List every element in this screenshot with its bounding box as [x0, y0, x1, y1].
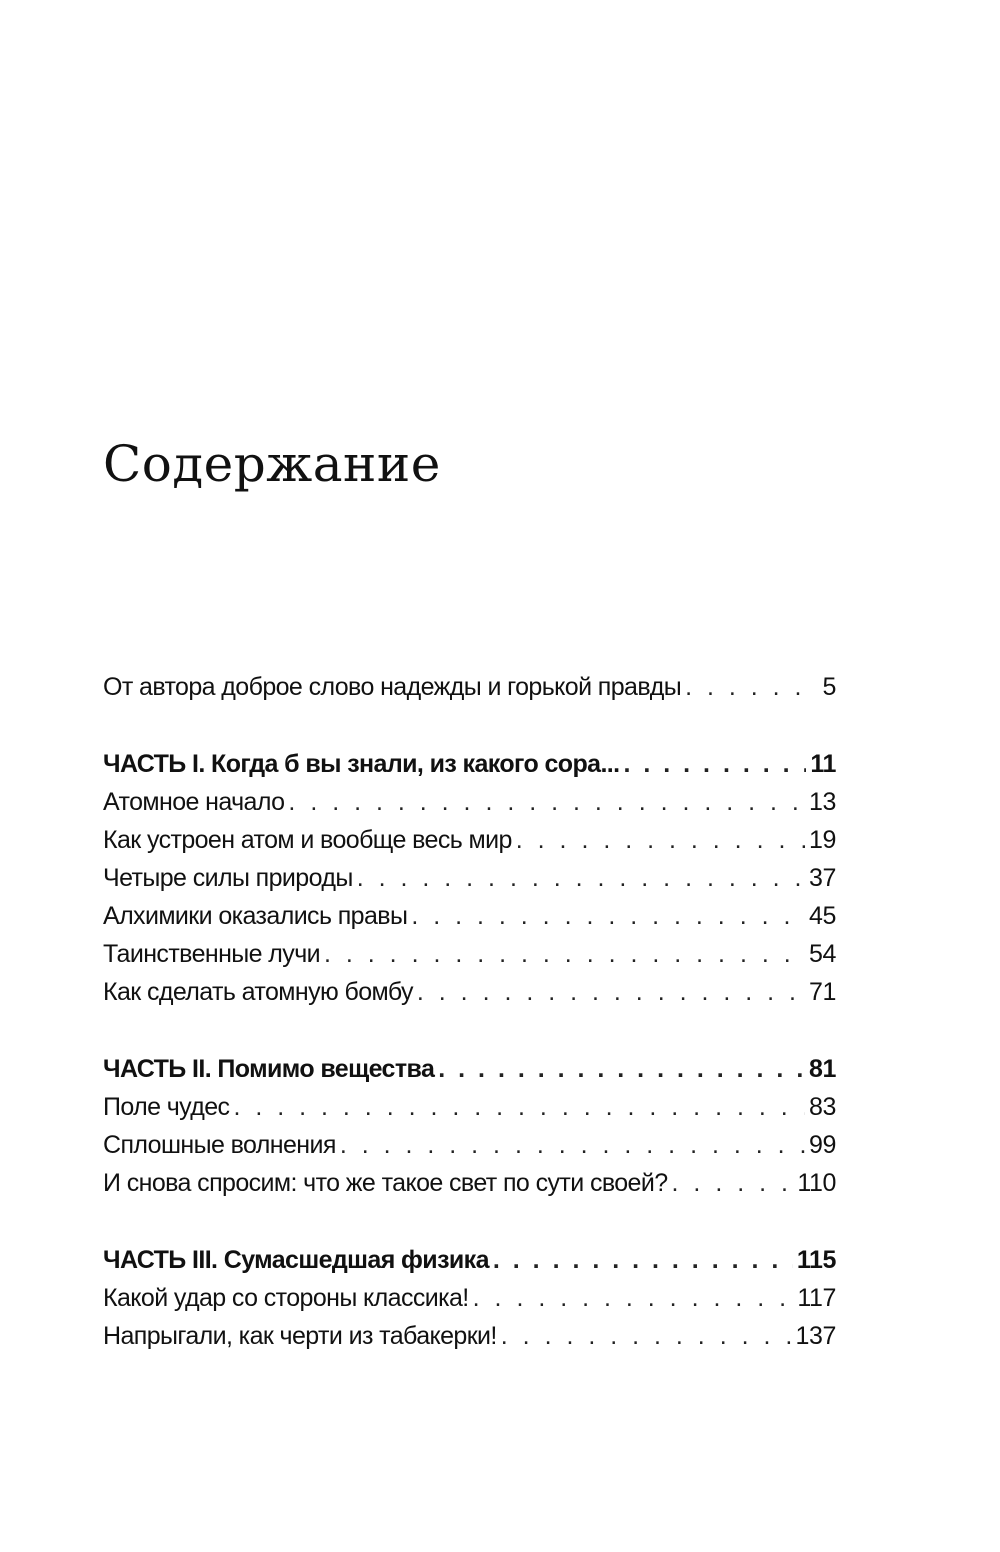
toc-chapter-label: И снова спросим: что же такое свет по сути своей? — [103, 1169, 668, 1197]
dot-leader — [493, 1241, 793, 1279]
toc-chapter-label: Четыре силы природы — [103, 864, 353, 892]
toc-chapter[interactable] — [103, 935, 836, 973]
dot-leader — [233, 1088, 805, 1126]
dot-leader — [340, 1126, 805, 1164]
toc-chapter-label: Атомное начало — [103, 788, 285, 816]
page-title: Содержание — [103, 435, 441, 493]
toc-chapter-label: Сплошные волнения — [103, 1131, 336, 1159]
dot-leader — [357, 859, 805, 897]
toc-part-1[interactable] — [103, 745, 836, 783]
toc-chapter[interactable] — [103, 1164, 836, 1202]
toc-chapter-page: 83 — [808, 1093, 836, 1121]
toc-part-label: ЧАСТЬ I. Когда б вы знали, из какого сора... — [103, 750, 620, 778]
toc-chapter-label: Какой удар со стороны классика! — [103, 1284, 469, 1312]
toc-chapter-page: 137 — [795, 1322, 836, 1350]
toc-entry-intro[interactable] — [103, 668, 836, 706]
toc-chapter-page: 45 — [808, 902, 836, 930]
toc-chapter-page: 19 — [808, 826, 836, 854]
dot-leader — [411, 897, 805, 935]
toc-chapter-label: Как сделать атомную бомбу — [103, 978, 413, 1006]
toc-part-label: ЧАСТЬ II. Помимо вещества — [103, 1055, 435, 1083]
toc-chapter[interactable] — [103, 1317, 836, 1355]
toc-chapter[interactable] — [103, 897, 836, 935]
toc-part-2[interactable] — [103, 1050, 836, 1088]
toc-part-3[interactable] — [103, 1241, 836, 1279]
spacer — [103, 1202, 836, 1241]
toc-chapter-page: 71 — [808, 978, 836, 1006]
dot-leader — [685, 668, 818, 706]
toc-chapter-page: 110 — [797, 1169, 836, 1197]
toc-chapter-label: Поле чудес — [103, 1093, 230, 1121]
toc-chapter[interactable] — [103, 973, 836, 1011]
toc-entry-page: 5 — [822, 673, 836, 701]
toc-part-page: 81 — [808, 1055, 836, 1083]
toc-chapter-label: Как устроен атом и вообще весь мир — [103, 826, 512, 854]
toc-chapter-page: 99 — [808, 1131, 836, 1159]
dot-leader — [623, 745, 806, 783]
toc-chapter-page: 37 — [808, 864, 836, 892]
dot-leader — [438, 1050, 805, 1088]
toc-part-label: ЧАСТЬ III. Сумасшедшая физика — [103, 1246, 489, 1274]
dot-leader — [672, 1164, 794, 1202]
table-of-contents — [103, 668, 836, 1355]
toc-part-page: 115 — [796, 1246, 836, 1274]
dot-leader — [417, 973, 805, 1011]
toc-chapter[interactable] — [103, 821, 836, 859]
toc-chapter[interactable] — [103, 783, 836, 821]
dot-leader — [288, 783, 805, 821]
dot-leader — [324, 935, 805, 973]
toc-chapter[interactable] — [103, 1279, 836, 1317]
toc-entry-label: От автора доброе слово надежды и горькой правды — [103, 673, 682, 701]
spacer — [103, 1011, 836, 1050]
toc-chapter-page: 13 — [808, 788, 836, 816]
dot-leader — [501, 1317, 792, 1355]
toc-chapter-label: Таинственные лучи — [103, 940, 320, 968]
toc-chapter[interactable] — [103, 1088, 836, 1126]
toc-chapter[interactable] — [103, 859, 836, 897]
dot-leader — [516, 821, 805, 859]
toc-chapter-label: Алхимики оказались правы — [103, 902, 408, 930]
toc-part-page: 11 — [810, 750, 836, 778]
toc-chapter-page: 117 — [797, 1284, 836, 1312]
toc-chapter[interactable] — [103, 1126, 836, 1164]
spacer — [103, 706, 836, 745]
toc-chapter-label: Напрыгали, как черти из табакерки! — [103, 1322, 497, 1350]
toc-chapter-page: 54 — [808, 940, 836, 968]
dot-leader — [473, 1279, 794, 1317]
